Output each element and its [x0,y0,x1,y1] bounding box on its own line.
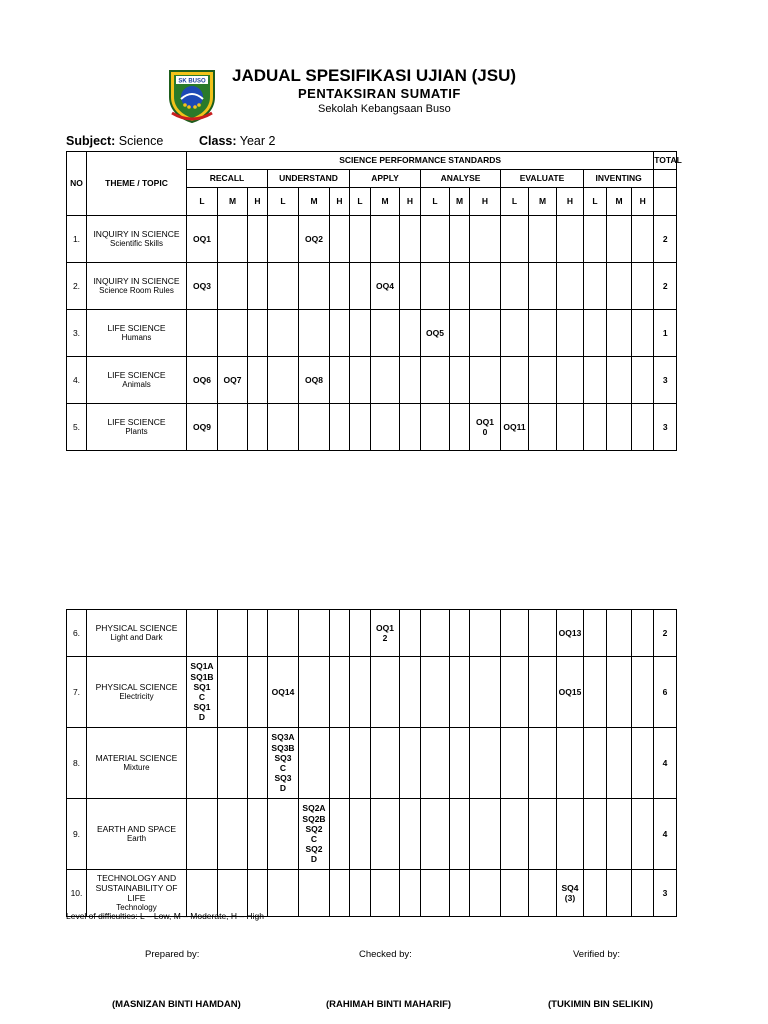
level-header-understand: UNDERSTAND [268,170,350,188]
question-cell [330,799,350,870]
question-cell [218,799,248,870]
row-total: 4 [654,799,677,870]
sublevel-apply-m: M [371,188,400,216]
topic-name: Plants [125,427,148,437]
question-cell [470,263,501,310]
level-header-analyse: ANALYSE [421,170,501,188]
question-cell [470,799,501,870]
question-cell [400,610,421,657]
question-cell [421,728,450,799]
theme-name: INQUIRY IN SCIENCE [93,229,180,240]
topic-name: Scientific Skills [110,239,163,249]
question-cell [268,870,299,917]
question-code: OQ11 [501,404,529,451]
question-cell [330,357,350,404]
question-cell [501,357,529,404]
table-row [67,310,677,357]
table-row [67,728,677,799]
question-cell [632,263,654,310]
question-cell [330,657,350,728]
question-cell [330,263,350,310]
row-total: 6 [654,657,677,728]
question-cell [501,610,529,657]
question-cell [299,610,330,657]
question-cell [299,310,330,357]
question-cell [557,310,584,357]
question-cell [529,357,557,404]
question-cell [330,870,350,917]
question-cell [470,310,501,357]
row-theme-topic [87,216,187,263]
question-cell [450,610,470,657]
table-row [67,216,677,263]
row-number: 5. [67,404,87,451]
topic-name: Animals [122,380,151,390]
question-cell [299,657,330,728]
question-cell [218,263,248,310]
question-cell [607,357,632,404]
question-cell [371,728,400,799]
question-cell [529,610,557,657]
sublevel-apply-l: L [350,188,371,216]
row-theme-topic [87,657,187,728]
theme-name: INQUIRY IN SCIENCE [93,276,180,287]
question-code: OQ8 [299,357,330,404]
question-cell [529,310,557,357]
prepared-by-name: (MASNIZAN BINTI HAMDAN) [112,999,241,1010]
question-cell [529,870,557,917]
question-cell [218,310,248,357]
question-code: OQ7 [218,357,248,404]
question-cell [421,404,450,451]
question-cell [584,728,607,799]
question-cell [632,728,654,799]
question-cell [350,263,371,310]
sublevel-understand-h: H [330,188,350,216]
question-cell [218,216,248,263]
question-cell [584,310,607,357]
question-cell [501,728,529,799]
question-code: OQ2 [299,216,330,263]
question-cell [400,799,421,870]
question-cell [350,357,371,404]
question-code: OQ15 [557,657,584,728]
topic-name: Earth [126,834,147,844]
question-cell [299,728,330,799]
theme-name: LIFE SCIENCE [107,417,166,428]
row-total: 3 [654,404,677,451]
question-cell [268,310,299,357]
question-cell [371,404,400,451]
question-cell [607,870,632,917]
question-cell [584,799,607,870]
question-cell [268,610,299,657]
topic-name: Electricity [119,692,154,702]
question-cell [584,610,607,657]
question-cell [584,357,607,404]
table-row [67,357,677,404]
sublevel-recall-l: L [187,188,218,216]
sublevel-recall-m: M [218,188,248,216]
question-cell [350,728,371,799]
question-cell [607,799,632,870]
row-total: 3 [654,357,677,404]
question-cell [557,799,584,870]
question-cell [421,657,450,728]
sublevel-inventing-h: H [632,188,654,216]
question-cell [400,728,421,799]
question-code: OQ9 [187,404,218,451]
sublevel-analyse-m: M [450,188,470,216]
question-code: OQ1 2 [371,610,400,657]
question-cell [529,728,557,799]
topic-name: Mixture [123,763,150,773]
sublevel-evaluate-h: H [557,188,584,216]
question-cell [470,610,501,657]
question-cell [330,216,350,263]
total-header: TOTAL [654,152,677,170]
subject-value: Science [118,134,164,148]
question-cell [400,657,421,728]
jsu-table-part-2 [66,609,677,917]
row-total: 2 [654,263,677,310]
question-cell [529,404,557,451]
class-label: Class: [199,134,237,148]
question-cell [450,310,470,357]
subject-field [66,134,163,148]
question-cell [607,404,632,451]
question-cell [632,799,654,870]
row-theme-topic [87,357,187,404]
question-code: OQ13 [557,610,584,657]
subject-label: Subject: [66,134,116,148]
question-code: OQ5 [421,310,450,357]
question-cell [371,799,400,870]
theme-name: PHYSICAL SCIENCE [95,682,178,693]
row-total: 2 [654,216,677,263]
question-cell [268,799,299,870]
question-cell [299,870,330,917]
question-cell [470,216,501,263]
question-cell [400,870,421,917]
question-cell [218,728,248,799]
question-code: OQ14 [268,657,299,728]
question-cell [421,870,450,917]
row-number: 2. [67,263,87,310]
question-cell [607,310,632,357]
question-cell [268,357,299,404]
question-cell [268,263,299,310]
row-number: 6. [67,610,87,657]
school-logo-icon [164,67,220,123]
level-header-evaluate: EVALUATE [501,170,584,188]
question-cell [350,657,371,728]
total-spacer [654,170,677,188]
question-cell [299,404,330,451]
question-cell [470,870,501,917]
row-theme-topic [87,610,187,657]
row-number: 1. [67,216,87,263]
question-cell [421,216,450,263]
question-cell [421,799,450,870]
question-cell [218,870,248,917]
performance-standards-header: SCIENCE PERFORMANCE STANDARDS [187,152,654,170]
question-cell [330,404,350,451]
question-cell [400,216,421,263]
row-theme-topic [87,728,187,799]
table-row [67,657,677,728]
row-total: 3 [654,870,677,917]
verified-by-name: (TUKIMIN BIN SELIKIN) [548,999,654,1010]
sublevel-understand-m: M [299,188,330,216]
question-cell [557,216,584,263]
sublevel-analyse-l: L [421,188,450,216]
theme-name: LIFE SCIENCE [107,370,166,381]
row-number: 3. [67,310,87,357]
document-title: JADUAL SPESIFIKASI UJIAN (JSU) [232,66,517,85]
sublevel-evaluate-m: M [529,188,557,216]
question-code: SQ3A SQ3B SQ3 C SQ3 D [268,728,299,799]
row-number: 8. [67,728,87,799]
question-cell [501,263,529,310]
row-theme-topic [87,310,187,357]
question-code: OQ1 [187,216,218,263]
sublevel-understand-l: L [268,188,299,216]
question-cell [501,657,529,728]
row-number: 9. [67,799,87,870]
svg-text:SK BUSO: SK BUSO [178,78,206,85]
question-cell [584,216,607,263]
question-cell [248,263,268,310]
question-cell [218,404,248,451]
question-cell [529,216,557,263]
question-cell [187,728,218,799]
question-cell [584,404,607,451]
question-cell [187,610,218,657]
question-cell [400,404,421,451]
level-header-inventing: INVENTING [584,170,654,188]
difficulty-legend: Level of difficulties: L – Low, M – Moderate, H – High [66,911,264,921]
question-cell [248,657,268,728]
question-cell [350,310,371,357]
question-cell [607,657,632,728]
question-cell [248,610,268,657]
question-cell [187,870,218,917]
question-cell [371,357,400,404]
checked-by-label: Checked by: [359,949,412,960]
topic-name: Technology [116,903,157,913]
sublevel-inventing-l: L [584,188,607,216]
row-theme-topic [87,870,187,917]
question-cell [450,404,470,451]
question-cell [248,404,268,451]
question-cell [421,263,450,310]
question-cell [501,310,529,357]
question-cell [584,870,607,917]
question-cell [470,657,501,728]
question-cell [529,657,557,728]
question-cell [187,310,218,357]
sublevel-recall-h: H [248,188,268,216]
question-cell [330,728,350,799]
question-cell [557,404,584,451]
question-code: OQ1 0 [470,404,501,451]
table-row [67,404,677,451]
theme-name: EARTH AND SPACE [96,824,177,835]
question-cell [350,870,371,917]
question-code: OQ3 [187,263,218,310]
question-cell [350,216,371,263]
question-code: SQ2A SQ2B SQ2 C SQ2 D [299,799,330,870]
row-theme-topic [87,799,187,870]
row-number: 10. [67,870,87,917]
question-code: SQ4 (3) [557,870,584,917]
question-cell [632,310,654,357]
question-cell [450,870,470,917]
question-cell [450,799,470,870]
question-cell [248,799,268,870]
question-cell [450,216,470,263]
theme-name: TECHNOLOGY AND SUSTAINABILITY OF LIFE [95,872,178,904]
question-cell [632,357,654,404]
level-header-apply: APPLY [350,170,421,188]
question-cell [187,799,218,870]
question-cell [632,657,654,728]
question-code: OQ4 [371,263,400,310]
sublevel-analyse-h: H [470,188,501,216]
verified-by-label: Verified by: [573,949,620,960]
question-cell [371,657,400,728]
topic-name: Science Room Rules [99,286,174,296]
question-cell [330,610,350,657]
question-cell [529,263,557,310]
question-cell [371,870,400,917]
question-cell [529,799,557,870]
question-cell [632,870,654,917]
level-header-recall: RECALL [187,170,268,188]
question-cell [400,310,421,357]
header-row-1 [67,152,677,170]
question-cell [248,728,268,799]
question-cell [632,404,654,451]
question-cell [501,870,529,917]
question-code: OQ6 [187,357,218,404]
question-cell [350,799,371,870]
question-cell [470,728,501,799]
question-cell [450,728,470,799]
table-row [67,799,677,870]
table-row [67,610,677,657]
question-cell [400,357,421,404]
question-cell [268,404,299,451]
row-number: 7. [67,657,87,728]
question-cell [421,357,450,404]
question-cell [299,263,330,310]
no-header: NO [67,152,87,216]
question-cell [248,357,268,404]
prepared-by-label: Prepared by: [145,949,200,960]
question-cell [607,728,632,799]
table-row [67,870,677,917]
row-total: 4 [654,728,677,799]
school-name: Sekolah Kebangsaan Buso [318,103,451,115]
question-cell [248,216,268,263]
row-total: 1 [654,310,677,357]
jsu-table-part-1 [66,151,682,451]
question-cell [450,357,470,404]
question-cell [371,216,400,263]
theme-name: PHYSICAL SCIENCE [95,623,178,634]
topic-name: Humans [121,333,152,343]
topic-name: Light and Dark [110,633,163,643]
question-cell [607,610,632,657]
question-cell [450,657,470,728]
table-row [67,263,677,310]
row-total: 2 [654,610,677,657]
question-cell [470,357,501,404]
row-theme-topic [87,263,187,310]
question-cell [371,310,400,357]
question-cell [557,357,584,404]
question-cell [218,657,248,728]
question-cell [330,310,350,357]
question-cell [607,216,632,263]
total-spacer [654,188,677,216]
row-number: 4. [67,357,87,404]
theme-name: MATERIAL SCIENCE [95,753,178,764]
question-cell [268,216,299,263]
question-cell [607,263,632,310]
question-cell [248,310,268,357]
theme-name: LIFE SCIENCE [107,323,166,334]
question-cell [248,870,268,917]
question-cell [584,657,607,728]
sublevel-inventing-m: M [607,188,632,216]
question-cell [632,216,654,263]
checked-by-name: (RAHIMAH BINTI MAHARIF) [326,999,452,1010]
question-cell [501,799,529,870]
question-cell [400,263,421,310]
question-code: SQ1A SQ1B SQ1 C SQ1 D [187,657,218,728]
question-cell [632,610,654,657]
question-cell [557,728,584,799]
question-cell [350,404,371,451]
question-cell [584,263,607,310]
theme-header: THEME / TOPIC [87,152,187,216]
question-cell [350,610,371,657]
question-cell [501,216,529,263]
question-cell [218,610,248,657]
class-field [199,134,275,148]
document-subtitle: PENTAKSIRAN SUMATIF [298,86,461,101]
sublevel-evaluate-l: L [501,188,529,216]
question-cell [557,263,584,310]
question-cell [450,263,470,310]
class-value: Year 2 [239,134,276,148]
row-theme-topic [87,404,187,451]
question-cell [421,610,450,657]
sublevel-apply-h: H [400,188,421,216]
